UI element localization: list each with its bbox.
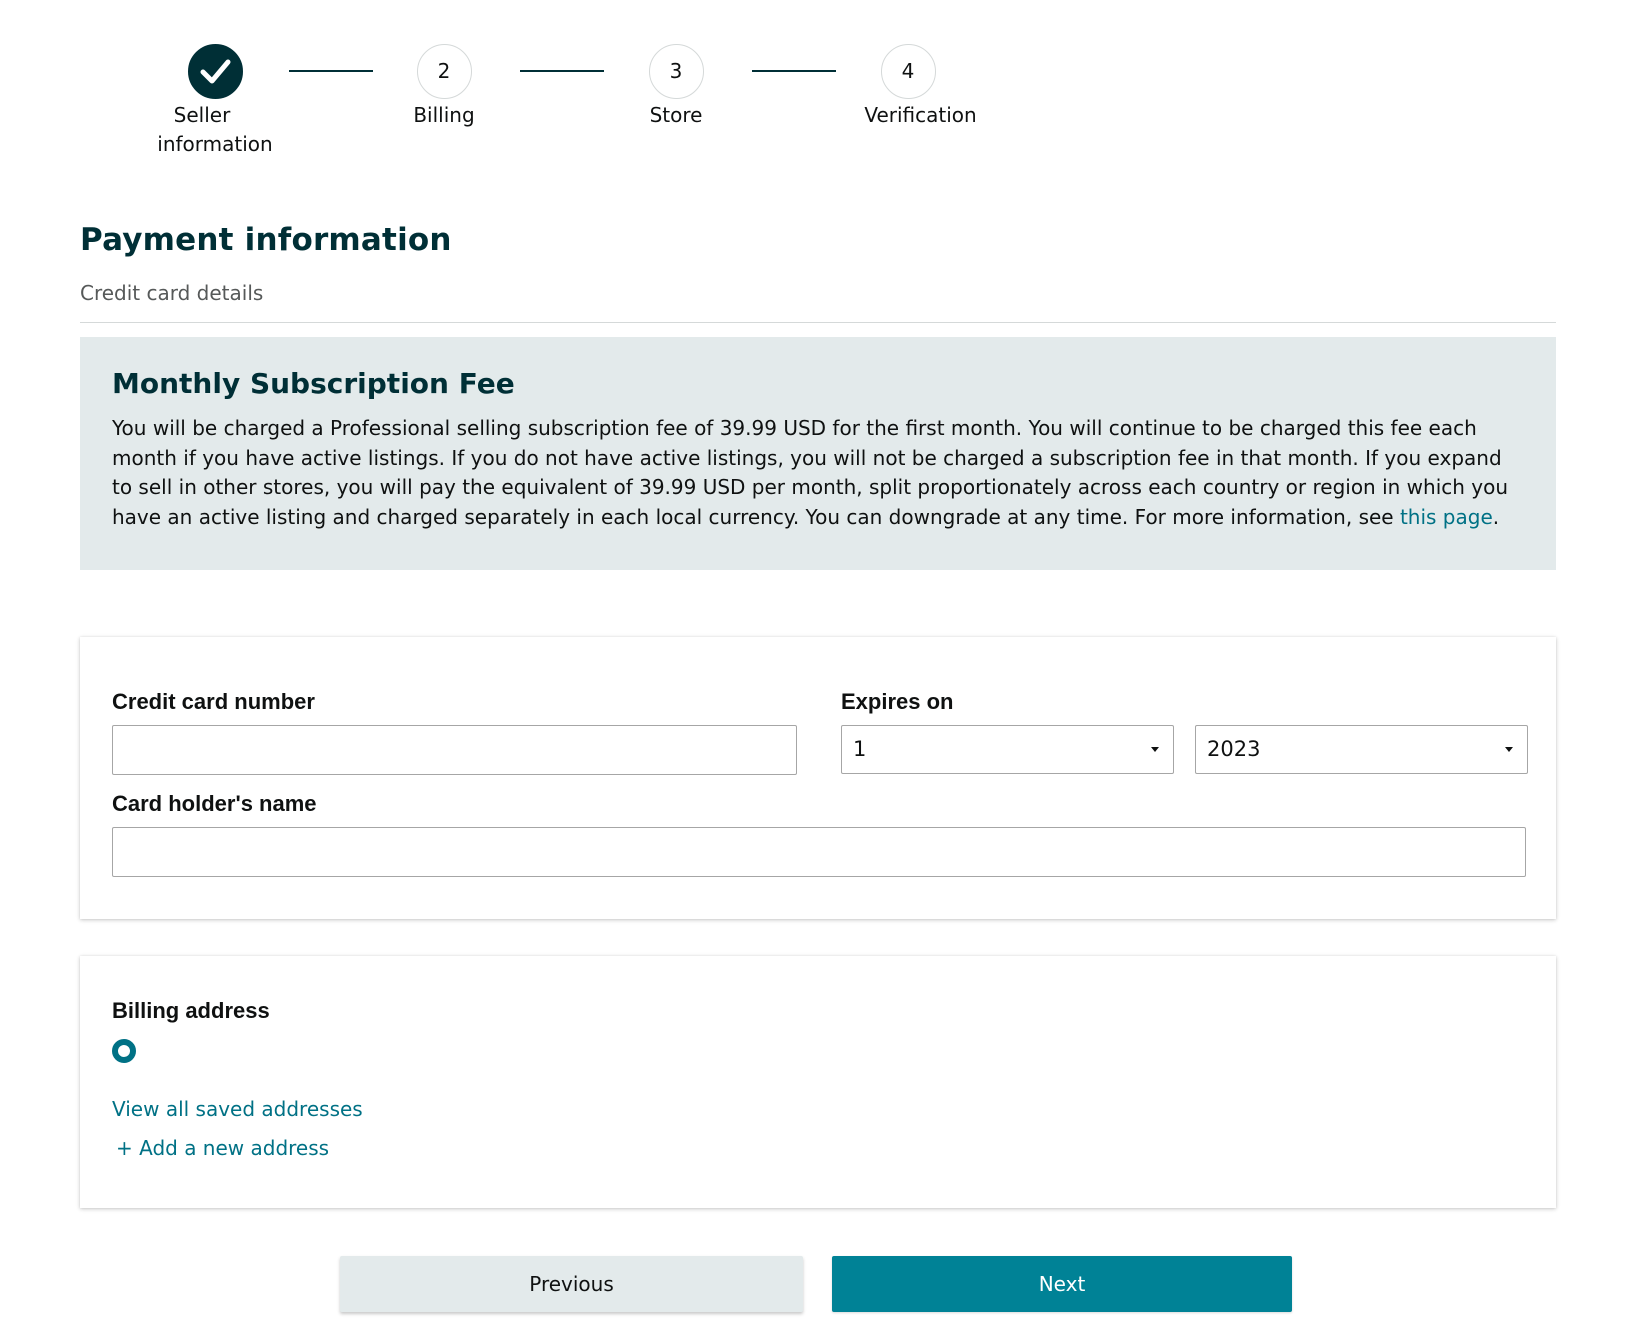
step-store[interactable] [596,44,756,130]
billing-address-label: Billing address [112,998,270,1023]
step-billing[interactable] [364,44,524,130]
step-number: 3 [649,44,704,99]
step-connector [289,70,373,72]
step-label-line: information [157,132,273,156]
step-verification[interactable] [828,44,988,130]
expiry-month-value: 1 [853,737,867,761]
expiry-year-value: 2023 [1207,737,1261,761]
step-number: 4 [881,44,936,99]
add-new-address-link[interactable]: + Add a new address [116,1136,330,1160]
expiry-year-select[interactable] [1195,725,1528,774]
page-title: Payment information [80,222,452,258]
step-seller-information[interactable] [135,44,295,159]
step-label: Billing [413,103,475,127]
step-number: 2 [417,44,472,99]
chevron-down-icon [1151,747,1159,752]
chevron-down-icon [1505,747,1513,752]
card-holder-name-input[interactable] [112,827,1526,877]
notice-title: Monthly Subscription Fee [112,367,515,400]
notice-text-end: . [1492,504,1500,529]
step-label: Verification [864,103,977,127]
step-completed-indicator [188,44,243,99]
view-saved-addresses-link[interactable]: View all saved addresses [112,1097,363,1121]
checkmark-icon [188,44,243,99]
card-number-input[interactable] [112,725,797,775]
subscription-fee-notice [80,337,1556,570]
previous-button[interactable]: Previous [340,1256,803,1312]
step-connector [520,70,604,72]
card-number-label: Credit card number [112,689,315,714]
next-button[interactable]: Next [832,1256,1292,1312]
notice-text: You will be charged a Professional selling subscription fee of 39.99 USD for the first month. You will continue to be charged this fee each month if you have active listings. If you do not have active listings, you will not be charged a subscription fee in that month. If you expand to sell in other stores, you will pay the equivalent of 39.99 USD per month, split proportionately across each country or region in which you have an active listing and charged separately in each local currency. You can downgrade at any time. For more information, see [112,416,1509,529]
divider [80,322,1556,323]
expires-on-label: Expires on [841,689,954,714]
notice-body [112,414,1524,532]
expiry-month-select[interactable] [841,725,1174,774]
credit-card-form [80,637,1556,919]
progress-stepper [0,0,1100,180]
step-connector [752,70,836,72]
step-label-line: Seller [173,103,231,127]
page-subtitle: Credit card details [80,281,264,305]
step-label: Store [649,103,703,127]
card-holder-name-label: Card holder's name [112,791,317,816]
this-page-link[interactable]: this page [1399,504,1493,529]
step-label [135,101,295,159]
address-radio-button[interactable] [112,1039,136,1063]
billing-address-section [80,956,1556,1208]
